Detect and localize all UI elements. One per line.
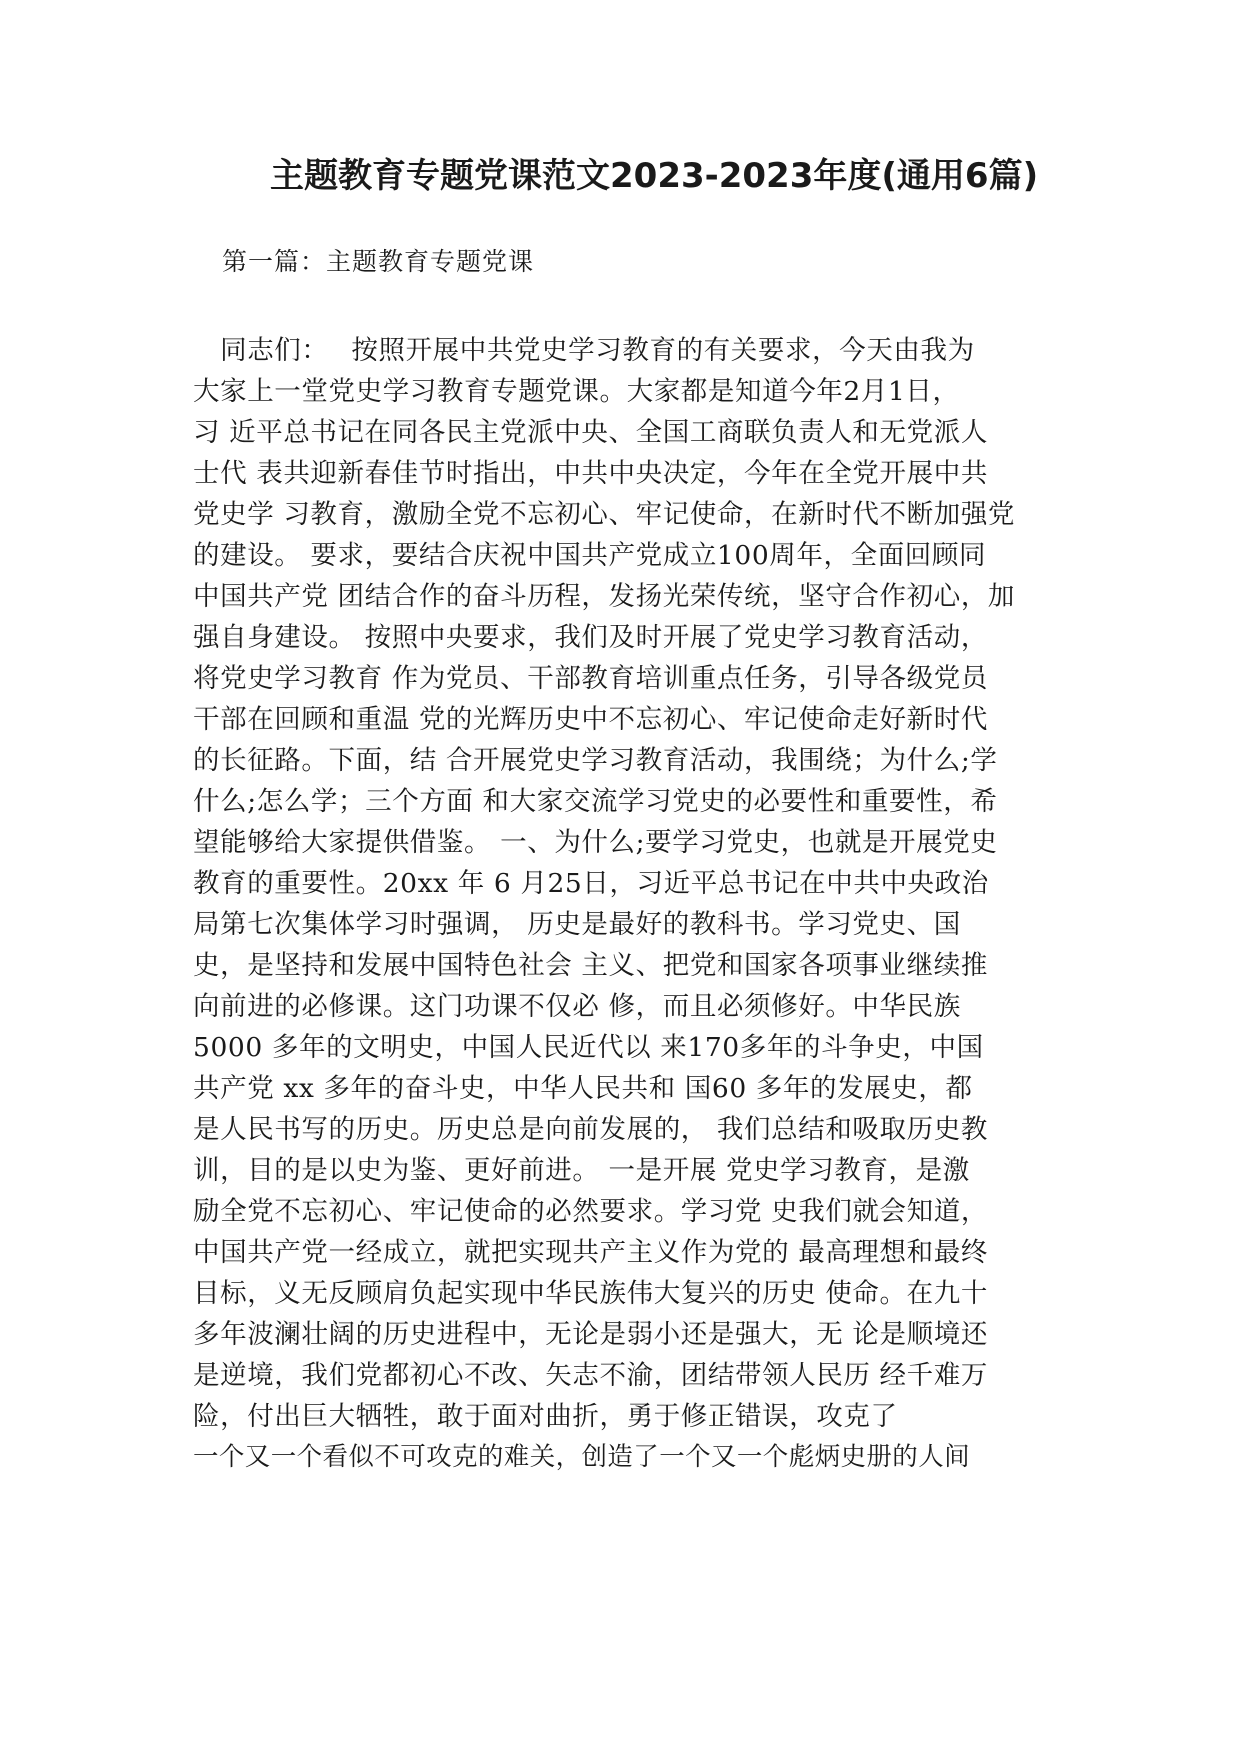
body-line: 教育的重要性。20xx 年 6 月25日，习近平总书记在中共中央政治 bbox=[193, 868, 989, 899]
body-line: 的长征路。下面，结 合开展党史学习教育活动，我围绕；为什么;学 bbox=[193, 745, 998, 776]
body-line: 干部在回顾和重温 党的光辉历史中不忘初心、牢记使命走好新时代 bbox=[193, 704, 988, 735]
body-line: 习 近平总书记在同各民主党派中央、全国工商联负责人和无党派人 bbox=[193, 417, 988, 448]
document-title: 主题教育专题党课范文2023-2023年度(通用6篇) bbox=[270, 156, 1039, 196]
body-line: 士代 表共迎新春佳节时指出，中共中央决定，今年在全党开展中共 bbox=[193, 458, 988, 489]
body-line: 多年波澜壮阔的历史进程中，无论是弱小还是强大，无 论是顺境还 bbox=[193, 1319, 988, 1350]
body-line: 是逆境，我们党都初心不改、矢志不渝，团结带领人民历 经千难万 bbox=[193, 1360, 988, 1391]
body-line: 什么;怎么学；三个方面 和大家交流学习党史的必要性和重要性，希 bbox=[193, 786, 998, 817]
body-line: 党史学 习教育，激励全党不忘初心、牢记使命，在新时代不断加强党 bbox=[193, 499, 1016, 530]
body-line: 目标，义无反顾肩负起实现中华民族伟大复兴的历史 使命。在九十 bbox=[193, 1278, 988, 1309]
body-line: 史，是坚持和发展中国特色社会 主义、把党和国家各项事业继续推 bbox=[193, 950, 988, 981]
body-line: 强自身建设。 按照中央要求，我们及时开展了党史学习教育活动， bbox=[193, 622, 988, 653]
body-line: 一个又一个看似不可攻克的难关，创造了一个又一个彪炳史册的人间 bbox=[193, 1442, 971, 1472]
section-heading: 第一篇：主题教育专题党课 bbox=[222, 247, 535, 276]
body-line: 望能够给大家提供借鉴。 一、为什么;要学习党史，也就是开展党史 bbox=[193, 827, 998, 858]
body-line: 的建设。 要求，要结合庆祝中国共产党成立100周年，全面回顾同 bbox=[193, 540, 987, 571]
body-line: 将党史学习教育 作为党员、干部教育培训重点任务，引导各级党员 bbox=[193, 663, 988, 694]
body-line: 是人民书写的历史。历史总是向前发展的， 我们总结和吸取历史教 bbox=[193, 1114, 988, 1145]
body-line: 局第七次集体学习时强调， 历史是最好的教科书。学习党史、国 bbox=[193, 909, 961, 940]
body-line: 5000 多年的文明史，中国人民近代以 来170多年的斗争史，中国 bbox=[193, 1032, 984, 1063]
body-line: 大家上一堂党史学习教育专题党课。大家都是知道今年2月1日， bbox=[193, 376, 960, 407]
body-line: 同志们： 按照开展中共党史学习教育的有关要求，今天由我为 bbox=[193, 335, 975, 366]
body-line: 励全党不忘初心、牢记使命的必然要求。学习党 史我们就会知道， bbox=[193, 1196, 988, 1227]
body-line: 中国共产党 团结合作的奋斗历程，发扬光荣传统，坚守合作初心，加 bbox=[193, 581, 1016, 612]
body-line: 险，付出巨大牺牲，敢于面对曲折，勇于修正错误，攻克了 bbox=[193, 1401, 898, 1432]
body-line: 向前进的必修课。这门功课不仅必 修，而且必须修好。中华民族 bbox=[193, 991, 961, 1022]
body-line: 共产党 xx 多年的奋斗史，中华人民共和 国60 多年的发展史，都 bbox=[193, 1073, 973, 1104]
body-line: 训，目的是以史为鉴、更好前进。 一是开展 党史学习教育，是激 bbox=[193, 1155, 970, 1186]
body-line: 中国共产党一经成立，就把实现共产主义作为党的 最高理想和最终 bbox=[193, 1237, 988, 1268]
body-paragraph bbox=[193, 330, 1053, 1478]
